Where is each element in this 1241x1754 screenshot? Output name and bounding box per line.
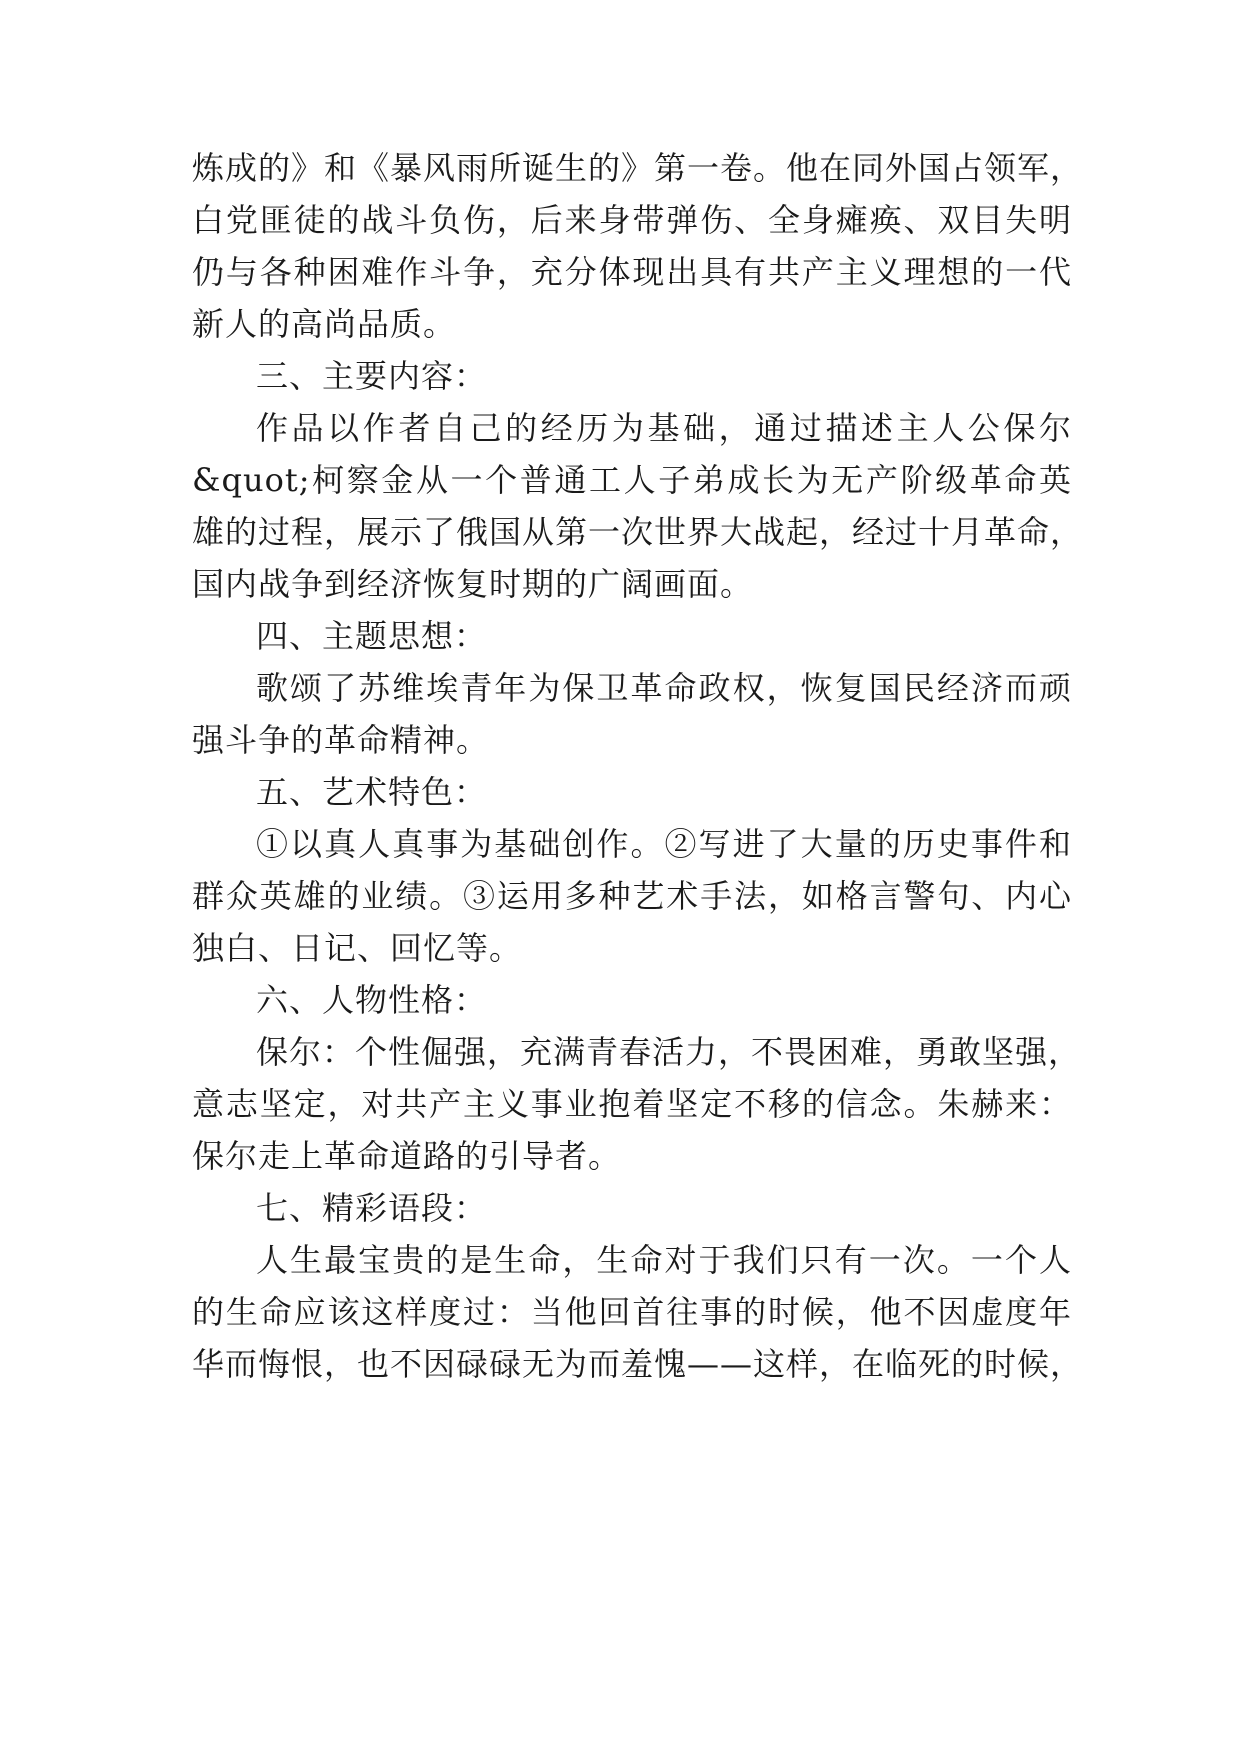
section-heading: 四、主题思想： xyxy=(256,617,488,655)
section-heading: 五、艺术特色： xyxy=(256,773,488,811)
text-line: 炼成的》和《暴风雨所诞生的》第一卷。他在同外国占领军， xyxy=(192,149,1084,187)
text-line: ①以真人真事为基础创作。②写进了大量的历史事件和 xyxy=(256,825,1072,863)
text-line: 歌颂了苏维埃青年为保卫革命政权，恢复国民经济而顽 xyxy=(256,669,1072,707)
text-line: 作品以作者自己的经历为基础，通过描述主人公保尔 xyxy=(256,409,1072,447)
text-line: 强斗争的革命精神。 xyxy=(192,721,490,759)
section-heading: 三、主要内容： xyxy=(256,357,488,395)
text-line: &quot;柯察金从一个普通工人子弟成长为无产阶级革命英 xyxy=(192,461,1072,499)
text-line: 国内战争到经济恢复时期的广阔画面。 xyxy=(192,565,754,603)
text-line: 群众英雄的业绩。③运用多种艺术手法，如格言警句、内心 xyxy=(192,877,1072,915)
text-line: 人生最宝贵的是生命，生命对于我们只有一次。一个人 xyxy=(256,1241,1072,1279)
text-line: 保尔走上革命道路的引导者。 xyxy=(192,1137,622,1175)
text-line: 的生命应该这样度过：当他回首往事的时候，他不因虚度年 xyxy=(192,1293,1072,1331)
text-line: 华而悔恨，也不因碌碌无为而羞愧——这样，在临死的时候， xyxy=(192,1345,1084,1383)
text-line: 保尔：个性倔强，充满青春活力，不畏困难，勇敢坚强， xyxy=(256,1033,1082,1071)
section-heading: 六、人物性格： xyxy=(256,981,488,1019)
section-heading: 七、精彩语段： xyxy=(256,1189,488,1227)
text-line: 意志坚定，对共产主义事业抱着坚定不移的信念。朱赫来： xyxy=(192,1085,1072,1123)
text-line: 雄的过程，展示了俄国从第一次世界大战起，经过十月革命， xyxy=(192,513,1084,551)
text-line: 仍与各种困难作斗争，充分体现出具有共产主义理想的一代 xyxy=(192,253,1072,291)
text-line: 独白、日记、回忆等。 xyxy=(192,929,523,967)
text-line: 白党匪徒的战斗负伤，后来身带弹伤、全身瘫痪、双目失明 xyxy=(192,201,1072,239)
text-line: 新人的高尚品质。 xyxy=(192,305,457,343)
